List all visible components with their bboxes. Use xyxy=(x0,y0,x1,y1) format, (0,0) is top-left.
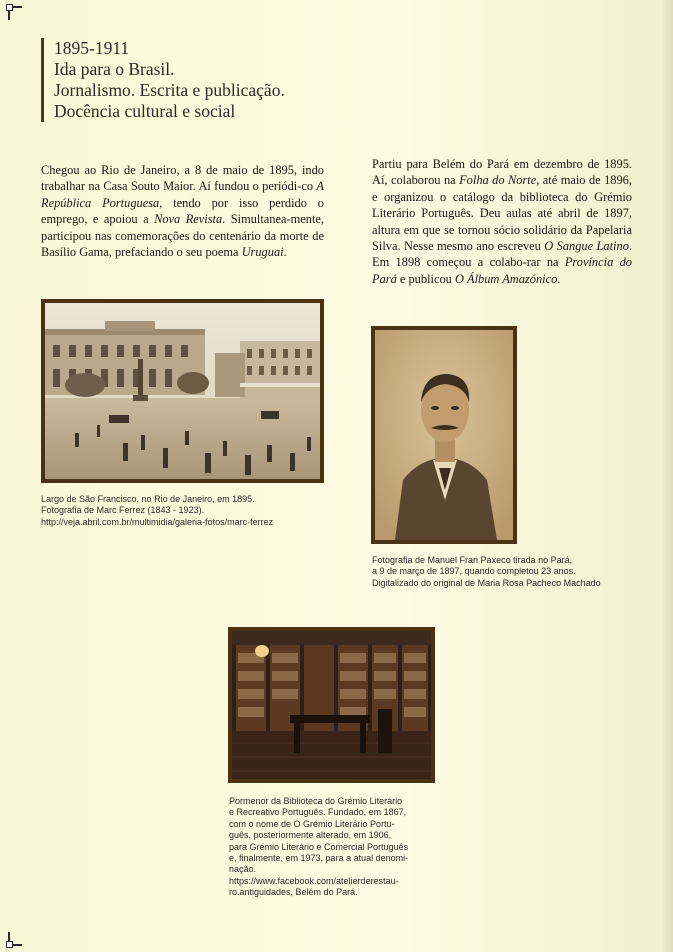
text-run: . Em 1898 começou a colabo-rar na xyxy=(372,239,632,270)
caption-line: Pormenor da Biblioteca do Grémio Literário xyxy=(229,796,403,806)
caption-line: Fotografia de Marc Ferrez (1843 - 1923). xyxy=(41,505,205,516)
caption-photo-2 xyxy=(372,555,601,589)
text-run: Chegou ao Rio de Janeiro, a 8 de maio de 1895, indo trabalhar na Casa Souto Maior. Aí fundou o periódi-co xyxy=(41,163,324,194)
caption-line: https://www.facebook.com/atelierderestau- xyxy=(229,875,399,886)
section-heading xyxy=(41,38,285,122)
text-run: , até maio de 1896, e organizou o catálogo da biblioteca do Grémio Literário Português. Deu aulas até abril de 1897, altura em que se tornou sócio solidário da Papelaria Silva. Nesse mesmo ano escreveu xyxy=(372,173,632,254)
page-edge xyxy=(663,0,673,952)
caption-line: ro.antiguidades, Belém do Pará. xyxy=(229,887,358,898)
caption-line: a 9 de março de 1897, quando completou 23 anos. xyxy=(372,566,576,577)
corner-mark-bottom-left xyxy=(8,932,22,946)
text-run: . Simultanea-mente, participou nas comemorações do centenário da morte de Basílio Gama, prefaciando o seu poema xyxy=(41,212,324,260)
text-run: . xyxy=(557,271,561,286)
caption-photo-3 xyxy=(229,796,408,899)
italic-title: Província do Pará xyxy=(372,255,632,286)
text-run: e publicou xyxy=(396,271,455,286)
text-run: . xyxy=(283,245,287,260)
heading-line: Ida para o Brasil. xyxy=(54,59,175,79)
italic-title: A República Portuguesa xyxy=(41,179,324,210)
photo-biblioteca-gremio xyxy=(228,627,435,783)
caption-line: guês, posteriormente alterado, em 1906, xyxy=(229,830,392,841)
caption-line: Largo de São Francisco, no Rio de Janeiro, em 1895. xyxy=(41,494,255,504)
caption-line: para Grémio Literário e Comercial Português xyxy=(229,841,409,852)
italic-title: O Sangue Latino xyxy=(544,239,629,254)
caption-line: nação. xyxy=(229,864,257,875)
heading-line: 1895-1911 xyxy=(54,38,130,58)
right-column-paragraph xyxy=(372,156,632,287)
caption-line: com o nome de O Grémio Literário Portu- xyxy=(229,818,395,829)
caption-line: e, finalmente, em 1973, para a atual denomi- xyxy=(229,853,409,864)
photo-largo-sao-francisco xyxy=(41,299,324,483)
italic-title: Nova Revista xyxy=(154,212,223,227)
caption-line: e Recreativo Português. Fundado, em 1867, xyxy=(229,807,407,818)
heading-line: Jornalismo. Escrita e publicação. xyxy=(54,80,285,100)
caption-photo-1 xyxy=(41,494,273,528)
photo-portrait-manuel-fran-paxeco xyxy=(371,326,517,544)
street-scene-image xyxy=(45,303,320,479)
caption-line: Fotografia de Manuel Fran Paxeco tirada no Pará, xyxy=(372,555,573,565)
text-run: Partiu para Belém do Pará em dezembro de 1895. Aí, colaborou na xyxy=(372,157,632,188)
text-run: , tendo por isso perdido o emprego, e apoiou a xyxy=(41,195,324,227)
italic-title: Uruguai xyxy=(241,245,284,260)
heading-line: Docência cultural e social xyxy=(54,101,236,121)
left-column-paragraph xyxy=(41,162,324,260)
italic-title: Folha do Norte xyxy=(459,173,537,188)
caption-line: Digitalizado do original de Maria Rosa Pacheco Machado xyxy=(372,577,601,588)
italic-title: O Álbum Amazónico xyxy=(454,271,558,286)
corner-mark-top-left xyxy=(8,6,22,20)
portrait-image xyxy=(375,330,513,540)
caption-line: http://veja.abril.com.br/multimidia/galeria-fotos/marc-ferrez xyxy=(41,516,274,527)
library-image xyxy=(232,631,431,779)
